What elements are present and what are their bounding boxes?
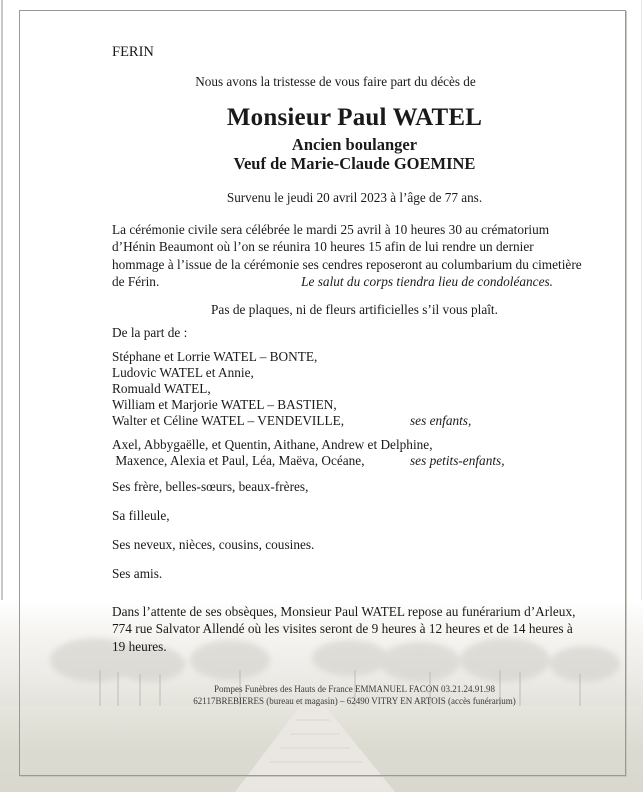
family-line: Maxence, Alexia et Paul, Léa, Maëva, Océane,	[112, 453, 365, 468]
funeral-home-line: Pompes Funèbres des Hauts de France EMMANUEL FACON 03.21.24.91.98	[214, 684, 495, 694]
family-line: Stéphane et Lorrie WATEL – BONTE,	[112, 349, 318, 364]
family-line: Walter et Céline WATEL – VENDEVILLE,	[112, 413, 345, 428]
occupation: Ancien boulanger	[291, 135, 418, 154]
location-heading: FERIN	[112, 44, 154, 60]
family-line: Axel, Abbygaëlle, et Quentin, Aithane, Andrew et Delphine,	[112, 437, 433, 452]
relatives-line: Ses neveux, nièces, cousins, cousines.	[112, 537, 315, 552]
deceased-name: Monsieur Paul WATEL	[226, 104, 483, 131]
funerarium-paragraph: Dans l’attente de ses obsèques, Monsieur Paul WATEL repose au funérarium d’Arleux, 774 rue Salvator Allendé où les visites seront de 9 heures à 12 heures et de 14 heures à 19 heures.	[112, 604, 576, 654]
no-flowers-note: Pas de plaques, ni de fleurs artificielles s’il vous plaît.	[211, 302, 498, 317]
family-line: Ludovic WATEL et Annie,	[112, 365, 254, 380]
from-label: De la part de :	[112, 325, 188, 340]
widower-of: Veuf de Marie-Claude GOEMINE	[233, 154, 476, 173]
family-line: William et Marjorie WATEL – BASTIEN,	[112, 397, 337, 412]
funeral-home-address: 62117BREBIERES (bureau et magasin) – 62490 VITRY EN ARTOIS (accès funérarium)	[193, 696, 516, 706]
intro-text: Nous avons la tristesse de vous faire part du décès de	[195, 74, 476, 89]
ceremony-paragraph: La cérémonie civile sera célébrée le mardi 25 avril à 10 heures 30 au crématorium d’Hénin Beaumont où l’on se réunira 10 heures 15 afin de lui rendre un dernier hommage à l’issue de la cérémonie ses cendres reposeront au columbarium du cimetière de Férin.	[112, 222, 582, 289]
grandchildren-role: ses petits-enfants,	[410, 453, 505, 468]
goddaughter-line: Sa filleule,	[112, 508, 170, 523]
family-line: Romuald WATEL,	[112, 381, 211, 396]
death-statement: Survenu le jeudi 20 avril 2023 à l’âge de 77 ans.	[226, 190, 483, 205]
salut-note: Le salut du corps tiendra lieu de condoléances.	[301, 274, 553, 289]
page-bottom-margin	[0, 792, 643, 800]
children-role: ses enfants,	[410, 413, 472, 428]
siblings-line: Ses frère, belles-sœurs, beaux-frères,	[112, 479, 309, 494]
friends-line: Ses amis.	[112, 566, 163, 581]
